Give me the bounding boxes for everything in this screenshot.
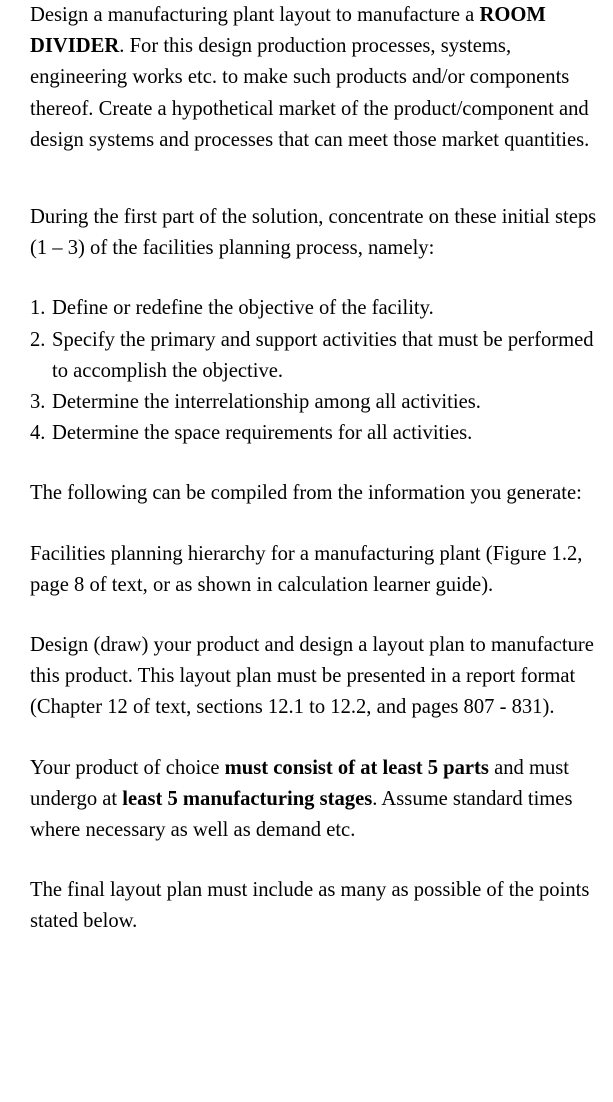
hierarchy-paragraph: Facilities planning hierarchy for a manufacturing plant (Figure 1.2, page 8 of text, or as shown in calculation learner guide). [30, 542, 583, 596]
product-name: ROOM DIVIDER [30, 4, 546, 58]
list-text: Determine the interrelationship among all activities. [52, 391, 481, 414]
list-item [30, 418, 605, 449]
steps-list [30, 293, 605, 449]
req-text-3: . Assume standard times where necessary as well as demand etc. [30, 787, 573, 842]
list-number: 3. [30, 391, 46, 414]
document-body [30, 0, 605, 938]
list-text: Determine the space requirements for all activities. [52, 422, 473, 445]
list-number: 4. [30, 422, 46, 445]
req-parts-bold: must consist of at least 5 parts [224, 756, 489, 779]
list-text: Define or redefine the objective of the facility. [52, 297, 434, 320]
intro-text-2: . For this design production processes, systems, engineering works etc. to make such products and/or components thereof. Create a hypothetical market of the product/component and design systems and processes that can meet those market quantities. [30, 35, 590, 151]
list-item [30, 293, 605, 324]
list-number: 1. [30, 297, 46, 320]
req-text-1: Your product of choice [30, 756, 225, 779]
list-number: 2. [30, 328, 46, 351]
product-requirements-paragraph [30, 753, 605, 847]
steps-intro-paragraph: During the first part of the solution, concentrate on these initial steps (1 – 3) of the facilities planning process, namely: [30, 206, 597, 260]
req-stages-bold: least 5 manufacturing stages [122, 787, 373, 810]
final-paragraph: The final layout plan must include as many as possible of the points stated below. [30, 879, 590, 933]
intro-text-1: Design a manufacturing plant layout to manufacture a [30, 4, 480, 26]
list-text: Specify the primary and support activities that must be performed to accomplish the objective. [52, 328, 594, 382]
design-paragraph: Design (draw) your product and design a layout plan to manufacture this product. This layout plan must be presented in a report format (Chapter 12 of text, sections 12.1 to 12.2, and pages 807 - 831). [30, 634, 594, 719]
req-text-2: and must undergo at [30, 756, 570, 810]
intro-paragraph [30, 0, 605, 156]
list-item [30, 325, 605, 387]
compiled-intro-paragraph: The following can be compiled from the information you generate: [30, 482, 582, 505]
list-item [30, 387, 605, 418]
